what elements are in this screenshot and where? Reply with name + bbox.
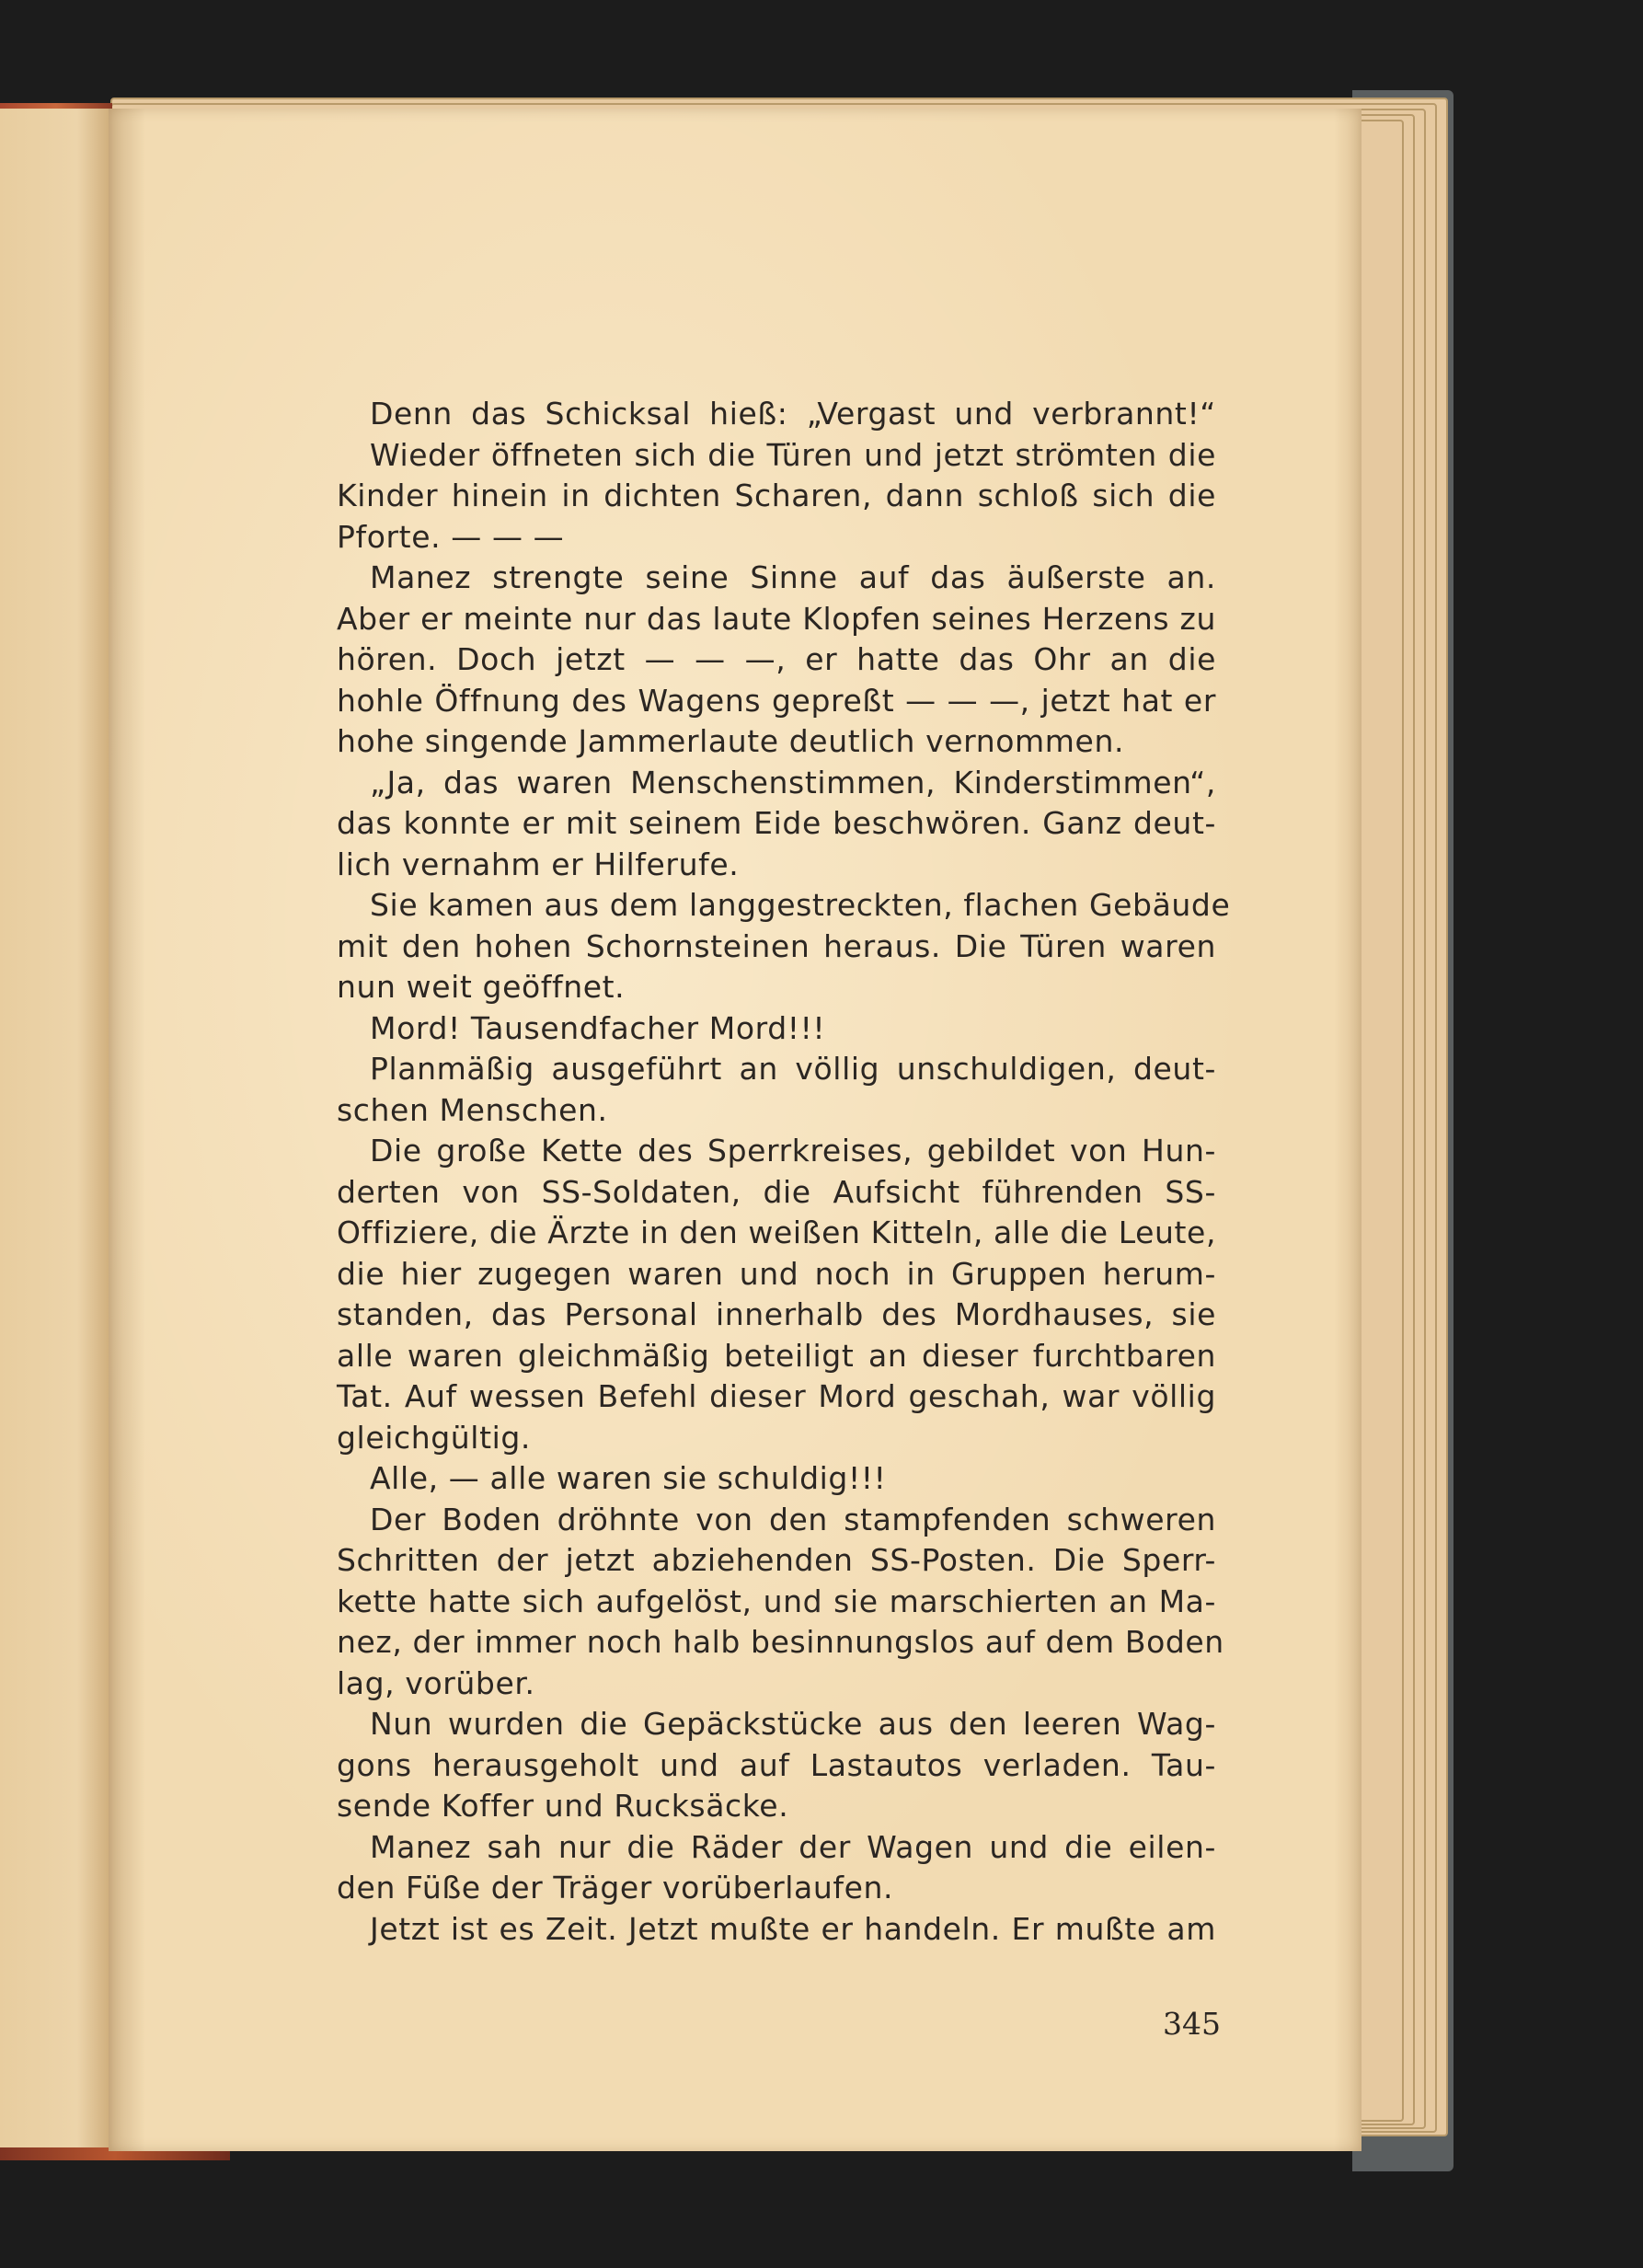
text-line: Manez sah nur die Räder der Wagen und die eilen- bbox=[370, 1828, 1216, 1865]
text-line: Die große Kette des Sperrkreises, gebildet von Hun- bbox=[370, 1133, 1216, 1169]
text-line: schen Menschen. bbox=[337, 1091, 608, 1128]
text-line: Manez strengte seine Sinne auf das äußerste an. bbox=[370, 559, 1216, 595]
left-page-margin bbox=[0, 109, 110, 2149]
book-page bbox=[109, 109, 1362, 2151]
text-line: Tat. Auf wessen Befehl dieser Mord geschah, war völlig bbox=[337, 1378, 1216, 1414]
text-line: standen, das Personal innerhalb des Mordhauses, sie bbox=[337, 1296, 1216, 1332]
text-line: Nun wurden die Gepäckstücke aus den leeren Wag- bbox=[370, 1706, 1216, 1742]
text-line: Alle, — alle waren sie schuldig!!! bbox=[370, 1460, 887, 1496]
text-line: Aber er meinte nur das laute Klopfen seines Herzens zu bbox=[337, 600, 1216, 637]
text-line: kette hatte sich aufgelöst, und sie marschierten an Ma- bbox=[337, 1583, 1216, 1619]
page-body-text bbox=[337, 394, 1231, 1950]
text-line: Mord! Tausendfacher Mord!!! bbox=[370, 1009, 826, 1046]
text-line: gons herausgeholt und auf Lastautos verladen. Tau- bbox=[337, 1746, 1216, 1783]
page-number: 345 bbox=[1163, 2006, 1221, 2042]
text-line: alle waren gleichmäßig beteiligt an dieser furchtbaren bbox=[337, 1337, 1216, 1374]
text-line: Offiziere, die Ärzte in den weißen Kitteln, alle die Leute, bbox=[337, 1215, 1217, 1250]
text-line: die hier zugegen waren und noch in Gruppen herum- bbox=[337, 1255, 1216, 1292]
text-line: nun weit geöffnet. bbox=[337, 969, 626, 1005]
text-line: Kinder hinein in dichten Scharen, dann schloß sich die bbox=[337, 478, 1216, 513]
text-line: gleichgültig. bbox=[337, 1419, 532, 1456]
text-line: Der Boden dröhnte von den stampfenden schweren bbox=[370, 1501, 1216, 1537]
text-line: hören. Doch jetzt — — —, er hatte das Ohr an die bbox=[337, 641, 1216, 677]
text-line: Denn das Schicksal hieß: „Vergast und verbrannt!“ bbox=[370, 396, 1216, 432]
text-line: lag, vorüber. bbox=[337, 1664, 535, 1701]
text-line: lich vernahm er Hilferufe. bbox=[337, 846, 740, 882]
text-line: hohle Öffnung des Wagens gepreßt — — —, jetzt hat er bbox=[337, 682, 1216, 719]
text-line: den Füße der Träger vorüberlaufen. bbox=[337, 1870, 894, 1905]
text-line: mit den hohen Schornsteinen heraus. Die Türen waren bbox=[337, 927, 1216, 964]
text-line: Planmäßig ausgeführt an völlig unschuldigen, deut- bbox=[370, 1051, 1216, 1087]
text-line: das konnte er mit seinem Eide beschwören. Ganz deut- bbox=[337, 805, 1216, 841]
text-line: sende Koffer und Rucksäcke. bbox=[337, 1788, 789, 1824]
text-line: Sie kamen aus dem langgestreckten, flachen Gebäude bbox=[370, 887, 1231, 923]
text-line: „Ja, das waren Menschenstimmen, Kinderstimmen“, bbox=[370, 764, 1216, 800]
text-line: nez, der immer noch halb besinnungslos auf dem Boden bbox=[337, 1624, 1224, 1660]
text-line: Schritten der jetzt abziehenden SS-Posten. Die Sperr- bbox=[337, 1542, 1216, 1578]
text-line: hohe singende Jammerlaute deutlich vernommen. bbox=[337, 723, 1125, 759]
text-line: derten von SS-Soldaten, die Aufsicht führenden SS- bbox=[337, 1173, 1216, 1210]
text-line: Pforte. — — — bbox=[337, 518, 565, 555]
text-line: Wieder öffneten sich die Türen und jetzt strömten die bbox=[370, 436, 1216, 473]
text-line: Jetzt ist es Zeit. Jetzt mußte er handeln. Er mußte am bbox=[370, 1910, 1216, 1947]
